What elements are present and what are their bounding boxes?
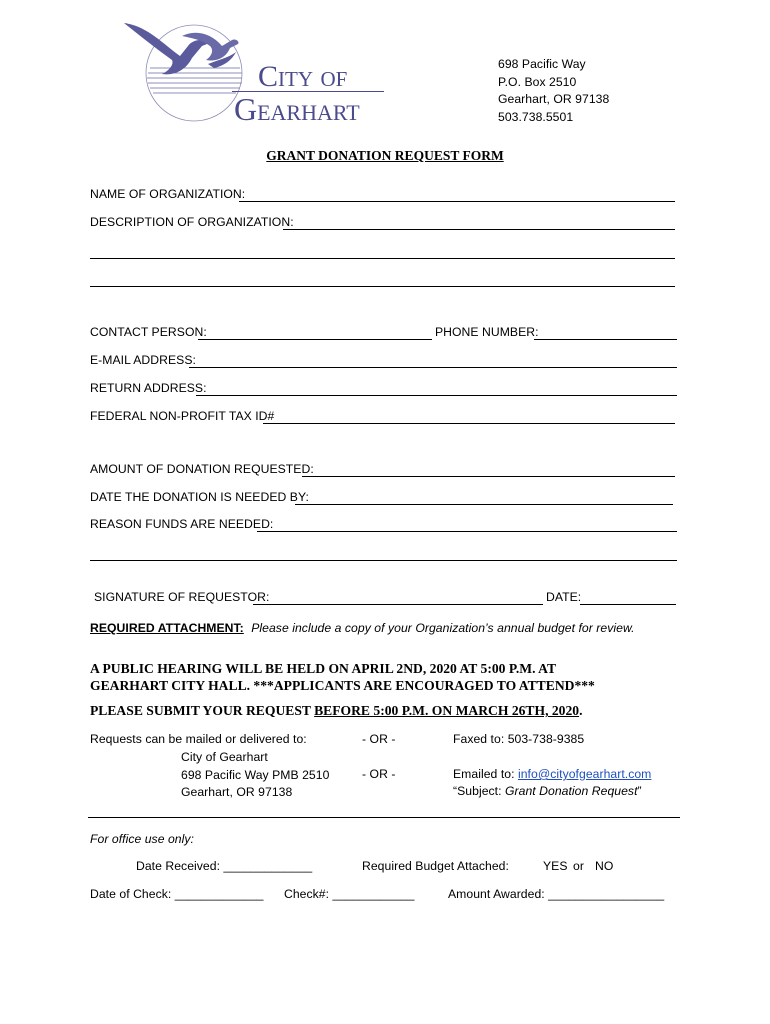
org-desc-line-2[interactable] [90,258,675,259]
office-divider [88,817,680,818]
email-label: E-MAIL ADDRESS: [90,353,196,367]
fax-info: Faxed to: 503-738-9385 [453,732,585,746]
address-line: P.O. Box 2510 [498,74,577,89]
delivery-address [181,749,329,802]
subject-info [453,784,642,798]
email-info [453,767,651,781]
org-desc-line[interactable] [283,229,675,230]
or-separator-1: - OR - [362,732,396,746]
address-line: 503.738.5501 [498,109,574,124]
date-label: DATE: [546,590,582,604]
org-desc-line-3[interactable] [90,286,675,287]
address-block [498,56,609,126]
submit-notice [90,703,582,719]
required-attachment [90,621,635,635]
budget-attached-label: Required Budget Attached: [362,859,509,873]
amount-label: AMOUNT OF DONATION REQUESTED: [90,462,314,476]
logo-text-line2: Gearhart [234,91,360,127]
return-address-line[interactable] [196,395,677,396]
delivery-address-line: Gearhart, OR 97138 [181,785,293,799]
contact-line[interactable] [198,339,432,340]
subject-suffix: ” [637,784,642,798]
address-line: 698 Pacific Way [498,57,586,71]
date-line[interactable] [580,604,676,605]
contact-label: CONTACT PERSON: [90,325,207,339]
delivery-intro: Requests can be mailed or delivered to: [90,732,307,746]
submit-deadline: BEFORE 5:00 P.M. ON MARCH 26TH, 2020 [314,703,580,718]
submit-prefix: PLEASE SUBMIT YOUR REQUEST [90,703,315,718]
org-name-line[interactable] [239,201,675,202]
date-received-field: Date Received: _____________ [136,859,313,873]
tax-id-line[interactable] [263,423,675,424]
email-link[interactable]: info@cityofgearhart.com [517,767,652,781]
email-line[interactable] [189,367,677,368]
required-attachment-label: REQUIRED ATTACHMENT: [90,621,244,635]
email-prefix: Emailed to: [453,767,518,781]
reason-line-2[interactable] [90,560,677,561]
amount-awarded-field: Amount Awarded: _________________ [448,887,665,901]
or-text: or [573,859,584,873]
hearing-notice [90,660,595,694]
phone-label: PHONE NUMBER: [435,325,539,339]
required-attachment-text: Please include a copy of your Organization’s annual budget for review. [251,621,635,635]
or-separator-2: - OR - [362,767,396,781]
signature-label: SIGNATURE OF REQUESTOR: [94,590,270,604]
delivery-address-line: 698 Pacific Way PMB 2510 [181,767,330,782]
office-heading: For office use only: [90,832,194,846]
form-title: GRANT DONATION REQUEST FORM [266,148,504,163]
subject-text: Grant Donation Request [504,784,638,798]
tax-id-label: FEDERAL NON-PROFIT TAX ID# [90,409,275,423]
signature-line[interactable] [253,604,543,605]
hearing-line-2: GEARHART CITY HALL. ***APPLICANTS ARE ENCOURAGED TO ATTEND*** [90,678,595,693]
submit-suffix: . [579,703,583,718]
subject-prefix: “Subject: [453,784,505,798]
org-name-label: NAME OF ORGANIZATION: [90,187,246,201]
reason-line[interactable] [257,531,677,532]
phone-line[interactable] [534,339,677,340]
check-number-field: Check#: ____________ [284,887,415,901]
city-logo-graphic [122,18,252,128]
amount-line[interactable] [302,476,675,477]
delivery-address-line: City of Gearhart [181,750,268,764]
logo-text-line1: City of [258,60,348,93]
date-of-check-field: Date of Check: _____________ [90,887,264,901]
date-needed-line[interactable] [295,504,673,505]
return-address-label: RETURN ADDRESS: [90,381,207,395]
address-line: Gearhart, OR 97138 [498,92,610,106]
org-desc-label: DESCRIPTION OF ORGANIZATION: [90,215,294,229]
no-option[interactable]: NO [595,859,614,873]
hearing-line-1: A PUBLIC HEARING WILL BE HELD ON APRIL 2ND, 2020 AT 5:00 P.M. AT [90,661,557,676]
reason-label: REASON FUNDS ARE NEEDED: [90,517,274,531]
date-needed-label: DATE THE DONATION IS NEEDED BY: [90,490,309,504]
yes-option[interactable]: YES [543,859,568,873]
